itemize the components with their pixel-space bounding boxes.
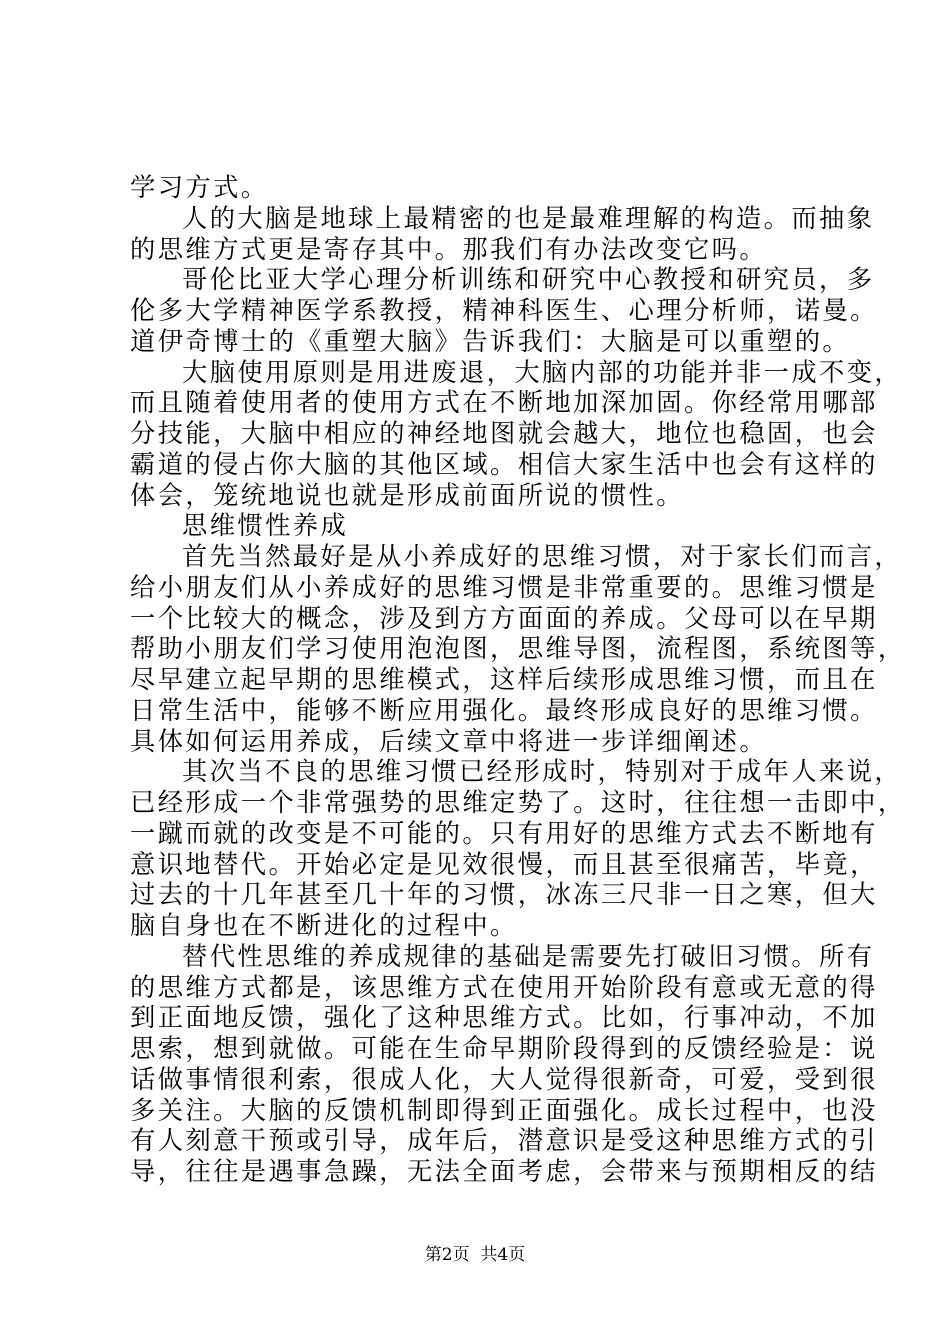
text-line: 而且随着使用者的使用方式在不断地加深加固。你经常用哪部	[130, 388, 878, 418]
text-line: 帮助小朋友们学习使用泡泡图，思维导图，流程图，系统图等，	[130, 634, 906, 664]
text-line: 具体如何运用养成，后续文章中将进一步详细阐述。	[130, 726, 768, 756]
text-line: 过去的十几年甚至几十年的习惯，冰冻三尺非一日之寒，但大	[130, 880, 878, 910]
text-line: 学习方式。	[130, 173, 269, 202]
document-body	[130, 173, 906, 1188]
text-line: 已经形成一个非常强势的思维定势了。这时，往往想一击即中，	[130, 788, 906, 817]
text-line: 给小朋友们从小养成好的思维习惯是非常重要的。思维习惯是	[130, 572, 878, 602]
text-line: 体会，笼统地说也就是形成前面所说的惯性。	[130, 480, 684, 510]
text-line: 人的大脑是地球上最精密的也是最难理解的构造。而抽象	[182, 203, 875, 233]
text-line: 意识地替代。开始必定是见效很慢，而且甚至很痛苦，毕竟，	[130, 849, 878, 879]
text-line: 到正面地反馈，强化了这种思维方式。比如，行事冲动，不加	[130, 1003, 878, 1033]
text-line: 多关注。大脑的反馈机制即得到正面强化。成长过程中，也没	[130, 1095, 878, 1125]
text-line: 其次当不良的思维习惯已经形成时，特别对于成年人来说，	[182, 757, 903, 787]
text-line: 一蹴而就的改变是不可能的。只有用好的思维方式去不断地有	[130, 818, 878, 848]
text-line: 思维惯性养成	[182, 511, 349, 541]
text-line: 尽早建立起早期的思维模式，这样后续形成思维习惯，而且在	[130, 665, 878, 694]
text-line: 大脑使用原则是用进废退，大脑内部的功能并非一成不变，	[182, 357, 903, 387]
text-line: 一个比较大的概念，涉及到方方面面的养成。父母可以在早期	[130, 603, 878, 633]
text-line: 导，往往是遇事急躁，无法全面考虑，会带来与预期相反的结	[130, 1157, 878, 1186]
text-line: 脑自身也在不断进化的过程中。	[130, 911, 518, 940]
text-line: 思索，想到就做。可能在生命早期阶段得到的反馈经验是：说	[130, 1034, 878, 1063]
text-line: 日常生活中，能够不断应用强化。最终形成良好的思维习惯。	[130, 695, 878, 725]
text-line: 替代性思维的养成规律的基础是需要先打破旧习惯。所有	[182, 941, 875, 971]
text-line: 道伊奇博士的《重塑大脑》告诉我们：大脑是可以重塑的。	[130, 326, 851, 356]
text-line: 首先当然最好是从小养成好的思维习惯，对于家长们而言，	[182, 542, 903, 571]
text-line: 的思维方式更是寄存其中。那我们有办法改变它吗。	[130, 234, 768, 264]
text-line: 话做事情很利索，很成人化，大人觉得很新奇，可爱，受到很	[130, 1064, 878, 1094]
text-line: 的思维方式都是，该思维方式在使用开始阶段有意或无意的得	[130, 972, 878, 1002]
text-line: 霸道的侵占你大脑的其他区域。相信大家生活中也会有这样的	[130, 449, 878, 479]
page-footer: 第2页 共4页	[424, 1245, 526, 1265]
text-line: 分技能，大脑中相应的神经地图就会越大，地位也稳固，也会	[130, 419, 878, 448]
text-line: 有人刻意干预或引导，成年后，潜意识是受这种思维方式的引	[130, 1126, 878, 1156]
text-line: 伦多大学精神医学系教授，精神科医生、心理分析师，诺曼。	[130, 296, 878, 325]
text-line: 哥伦比亚大学心理分析训练和研究中心教授和研究员，多	[182, 265, 875, 295]
